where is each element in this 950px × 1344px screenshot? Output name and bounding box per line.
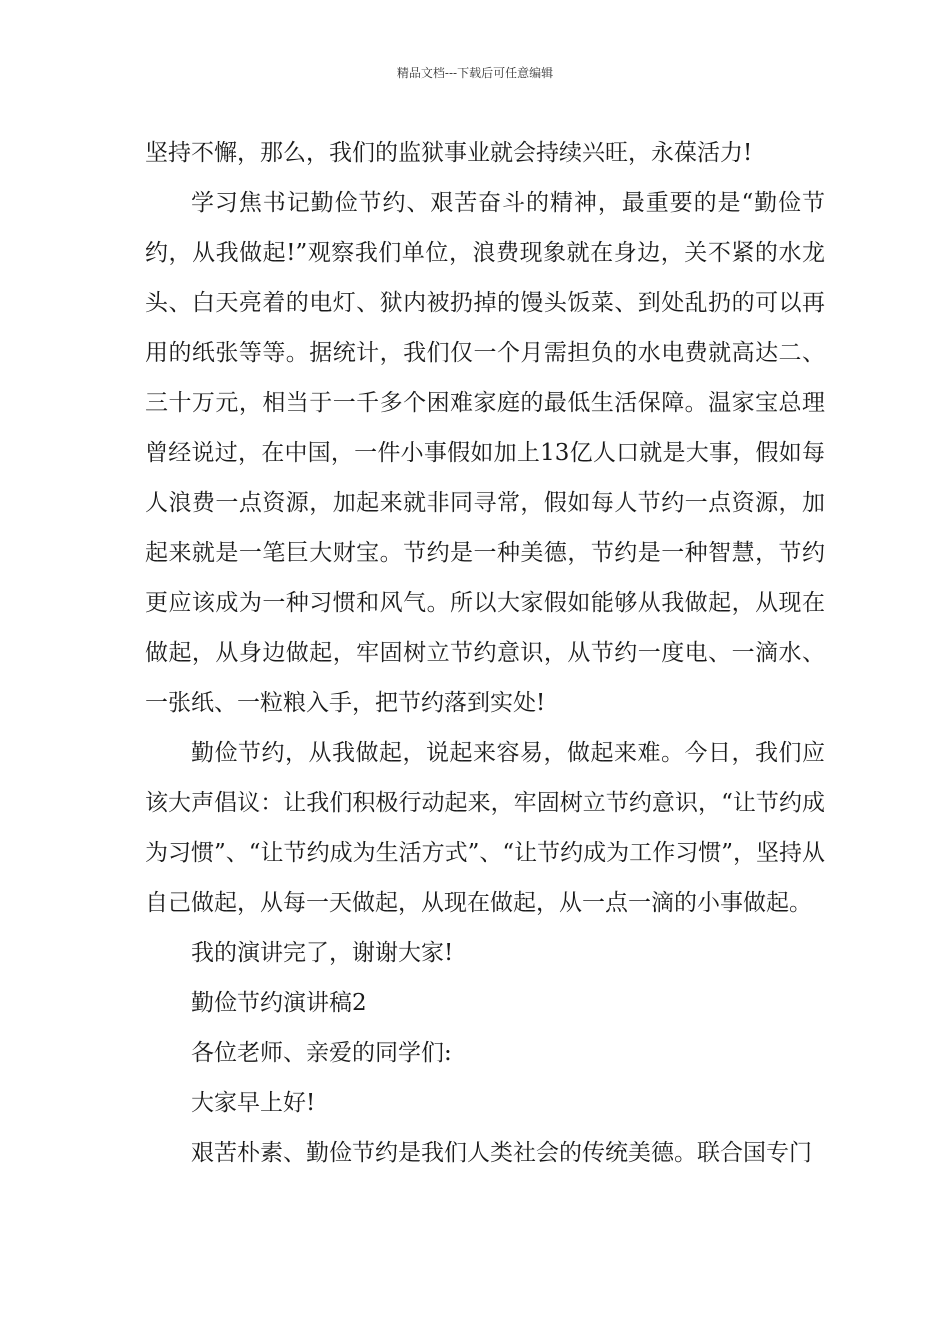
paragraph-continuation: 坚持不懈，那么，我们的监狱事业就会持续兴旺，永葆活力! [145,140,753,166]
salutation: 各位老师、亲爱的同学们: [191,1040,452,1066]
paragraph-jiao-spirit: 学习焦书记勤俭节约、艰苦奋斗的精神，最重要的是“勤俭节约，从我做起!”观察我们单位，浪费现象就在身边，关不紧的水龙头、白天亮着的电灯、狱内被扔掉的馒头饭菜、到处乱扔的可以再用的纸张等等。据统计，我们仅一个月需担负的水电费就高达二、三十万元，相当于一千多个困难家庭的最低生活保障。温家宝总理曾经说过，在中国，一件小事假如加上13亿人口就是大事，假如每人浪费一点资源，加起来就非同寻常，假如每人节约一点资源，加起来就是一笔巨大财宝。节约是一种美德，节约是一种智慧，节约更应该成为一种习惯和风气。所以大家假如能够从我做起，从现在做起，从身边做起，牢固树立节约意识，从节约一度电、一滴水、一张纸、一粒粮入手，把节约落到实处! [145,190,825,716]
greeting: 大家早上好! [191,1090,316,1116]
paragraph-closing: 我的演讲完了，谢谢大家! [191,940,454,966]
paragraph-opening: 艰苦朴素、勤俭节约是我们人类社会的传统美德。联合国专门 [191,1140,812,1166]
page-header: 精品文档---下载后可任意编辑 [396,66,554,80]
document-body [145,128,825,1178]
paragraph-proposal: 勤俭节约，从我做起，说起来容易，做起来难。今日，我们应该大声倡议：让我们积极行动起来，牢固树立节约意识，“让节约成为习惯”、“让节约成为生活方式”、“让节约成为工作习惯”，坚持从自己做起，从每一天做起，从现在做起，从一点一滴的小事做起。 [145,740,825,916]
section-title: 勤俭节约演讲稿2 [191,990,367,1016]
